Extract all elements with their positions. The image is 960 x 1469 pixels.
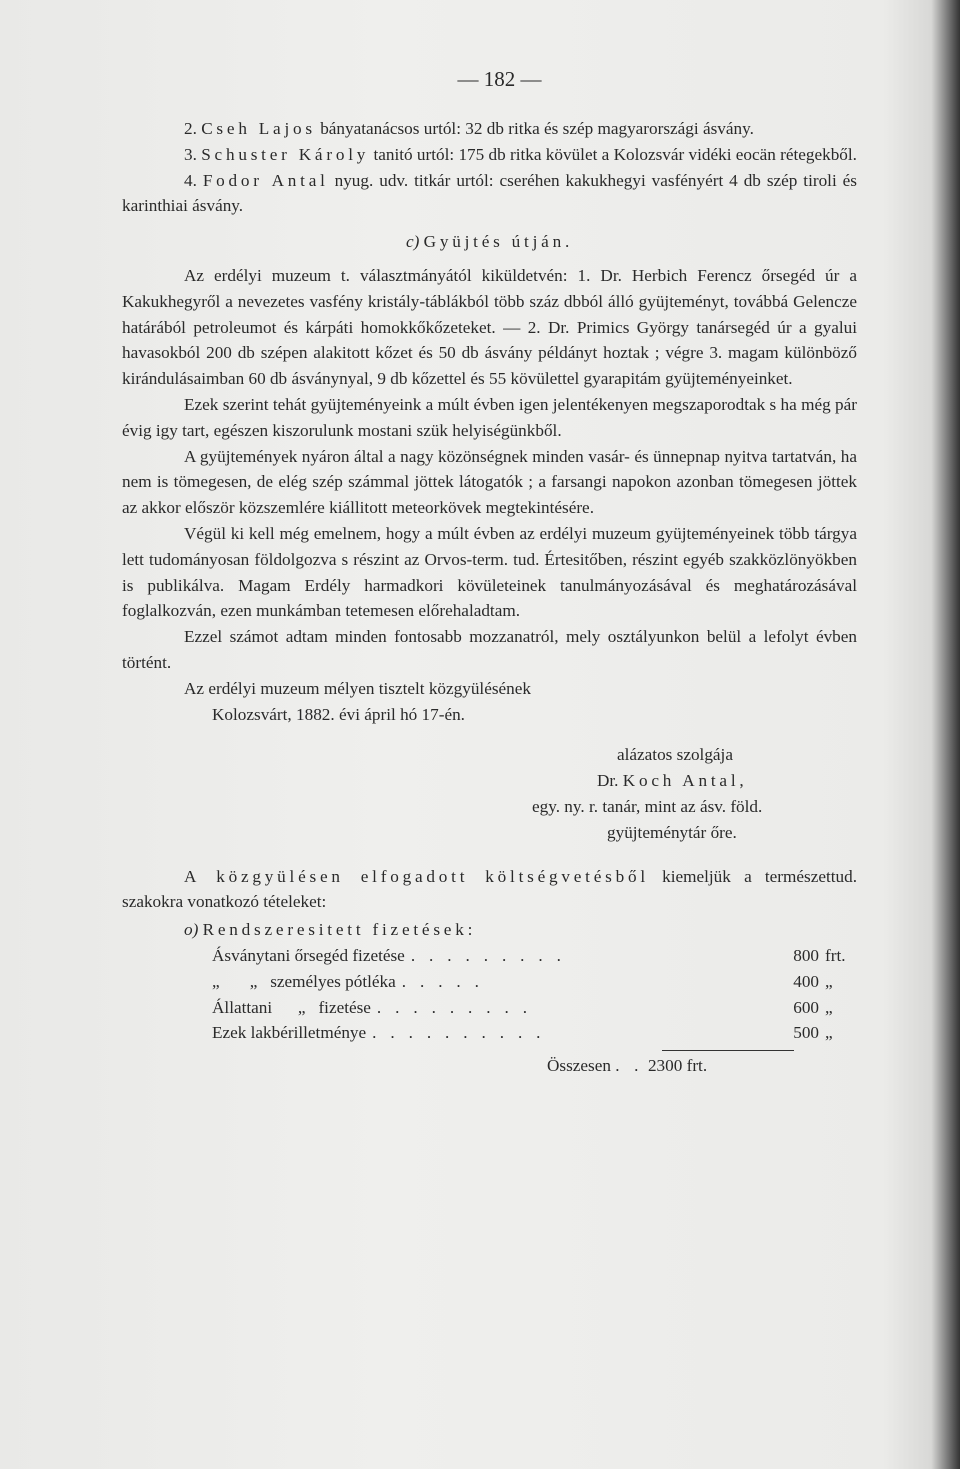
closing-address: Az erdélyi muzeum mélyen tisztelt közgyülésének	[184, 678, 531, 698]
signature-name	[122, 768, 857, 794]
total-dots: . .	[615, 1056, 644, 1076]
item-number: 2.	[184, 119, 202, 138]
item-text: nyug. udv. titkár urtól: cseréhen kakukhegyi vasfényért 4 db szép tiroli és karinthiai ásvány.	[122, 170, 857, 216]
budget-heading-letter: o)	[184, 920, 203, 940]
budget-row	[122, 1020, 857, 1046]
section-letter: c)	[405, 232, 424, 252]
total-amount: 2300	[647, 1056, 683, 1076]
budget-row-dots: . . . . . . . . .	[376, 997, 532, 1017]
budget-row	[122, 969, 857, 995]
budget-row-amount: 600	[793, 997, 819, 1017]
spacer	[122, 846, 857, 864]
document-body	[122, 64, 857, 1079]
section-title: Gyüjtés útján.	[423, 232, 574, 252]
budget-row-amount: 800	[793, 945, 819, 965]
body-paragraph-2: Ezek szerint tehát gyüjteményeink a múlt évben igen jelentékenyen megszaporodtak s ha még pár évig igy tart, egészen kiszorulunk mostani szük helyiségünkből.	[122, 394, 857, 440]
budget-total	[122, 1053, 857, 1079]
budget-row	[122, 943, 857, 969]
closing-date: Kolozsvárt, 1882. évi ápril hó 17-én.	[212, 704, 465, 724]
budget-row-label: Ezek lakbérilletménye	[212, 1023, 367, 1043]
body-paragraph-3: A gyüjtemények nyáron által a nagy közönségnek minden vasár- és ünnepnap nyitva tartatván, ha nem is tömegesen, de elég szép számmal jöttek látogatók ; a farsangi napokon azonban tömegesen jöttek az akkor először közszemlére kiállitott meteorkövek megtekintésére.	[122, 446, 857, 518]
signature-position: egy. ny. r. tanár, mint az ásv. föld.	[532, 796, 763, 816]
budget-intro	[122, 864, 857, 916]
body-paragraph-5: Ezzel számot adtam minden fontosabb mozzanatról, mely osztályunkon belül a lefolyt évben történt.	[122, 627, 857, 672]
budget-row	[122, 995, 857, 1021]
budget-row-amount: 500	[793, 1023, 819, 1043]
person-name: Fodor Antal	[202, 170, 329, 190]
sum-rule	[662, 1050, 794, 1051]
section-heading-c	[122, 229, 857, 255]
paragraph-item-4	[122, 168, 857, 220]
budget-row-dots: . . . . . . . . . .	[372, 1023, 546, 1043]
total-label: Összesen	[547, 1056, 611, 1076]
body-paragraph-1: Az erdélyi muzeum t. választmányától kiküldetvén: 1. Dr. Herbich Ferencz őrsegéd úr a Kakukhegyről a nevezetes vasfény kristály-táblákból több száz dbból álló gyüjteményt, továbbá Gelencze határából petroleumot és kárpáti homokkőkőzeteket. — 2. Dr. Primics György tanársegéd úr a gyalui havasokból 200 db szépen alakitott kőzet és 50 db ásvány példányt hoztak ; végre 3. magam különböző kirándulásaimban 60 db ásványnyal, 9 db kőzettel és 55 kövülettel gyarapitám gyüjteményeinket.	[122, 265, 857, 389]
signature-greeting: alázatos szolgája	[617, 745, 733, 765]
budget-heading	[122, 917, 857, 943]
person-name: Schuster Károly	[201, 144, 370, 164]
budget-row-unit: „	[825, 971, 833, 991]
budget-row-dots: . . . . .	[401, 971, 484, 991]
spacer	[122, 727, 857, 742]
item-text: bányatanácsos urtól: 32 db ritka és szép magyarországi ásvány.	[315, 119, 754, 138]
paragraph-item-2	[122, 116, 857, 142]
budget-row-label: „ „ személyes pótléka	[212, 971, 396, 991]
budget-row-unit: „	[825, 997, 833, 1017]
signature-title: Dr.	[597, 771, 623, 791]
total-unit: frt.	[686, 1056, 708, 1076]
signature-person: Koch Antal,	[622, 771, 748, 791]
item-number: 4.	[184, 170, 203, 190]
budget-row-unit: frt.	[825, 945, 846, 965]
person-name: Cseh Lajos	[201, 119, 316, 138]
signature-role: gyüjteménytár őre.	[607, 822, 737, 842]
budget-intro-lead: A közgyülésen elfogadott költségvetésből	[184, 866, 649, 886]
budget-row-unit: „	[825, 1023, 833, 1043]
item-text: tanitó urtól: 175 db ritka kövület a Kolozsvár vidéki eocän rétegekből.	[369, 144, 857, 164]
item-number: 3.	[184, 144, 202, 164]
budget-row-label: Állattani „ fizetése	[212, 997, 371, 1017]
budget-row-label: Ásványtani őrsegéd fizetése	[212, 945, 405, 965]
paragraph-item-3	[122, 142, 857, 168]
page-number: — 182 —	[457, 67, 542, 91]
body-paragraph-4: Végül ki kell még emelnem, hogy a múlt évben az erdélyi muzeum gyüjteményeinek több tárgya lett tudományosan földolgozva s részint az Orvos-term. tud. Értesitőben, részint egyéb szakközlönyökben is publikálva. Magam Erdély harmadkori kövületeinek tanulmányozásával és meghatározásával foglalkozván, ezen munkámban tetemesen előrehaladtam.	[122, 523, 857, 621]
budget-row-dots: . . . . . . . . .	[410, 945, 566, 965]
budget-intro-text: kiemeljük a természettud. szakokra vonatkozó tételeket:	[122, 866, 857, 912]
budget-heading-title: Rendszeresitett fizetések:	[202, 920, 477, 940]
budget-row-amount: 400	[793, 971, 819, 991]
